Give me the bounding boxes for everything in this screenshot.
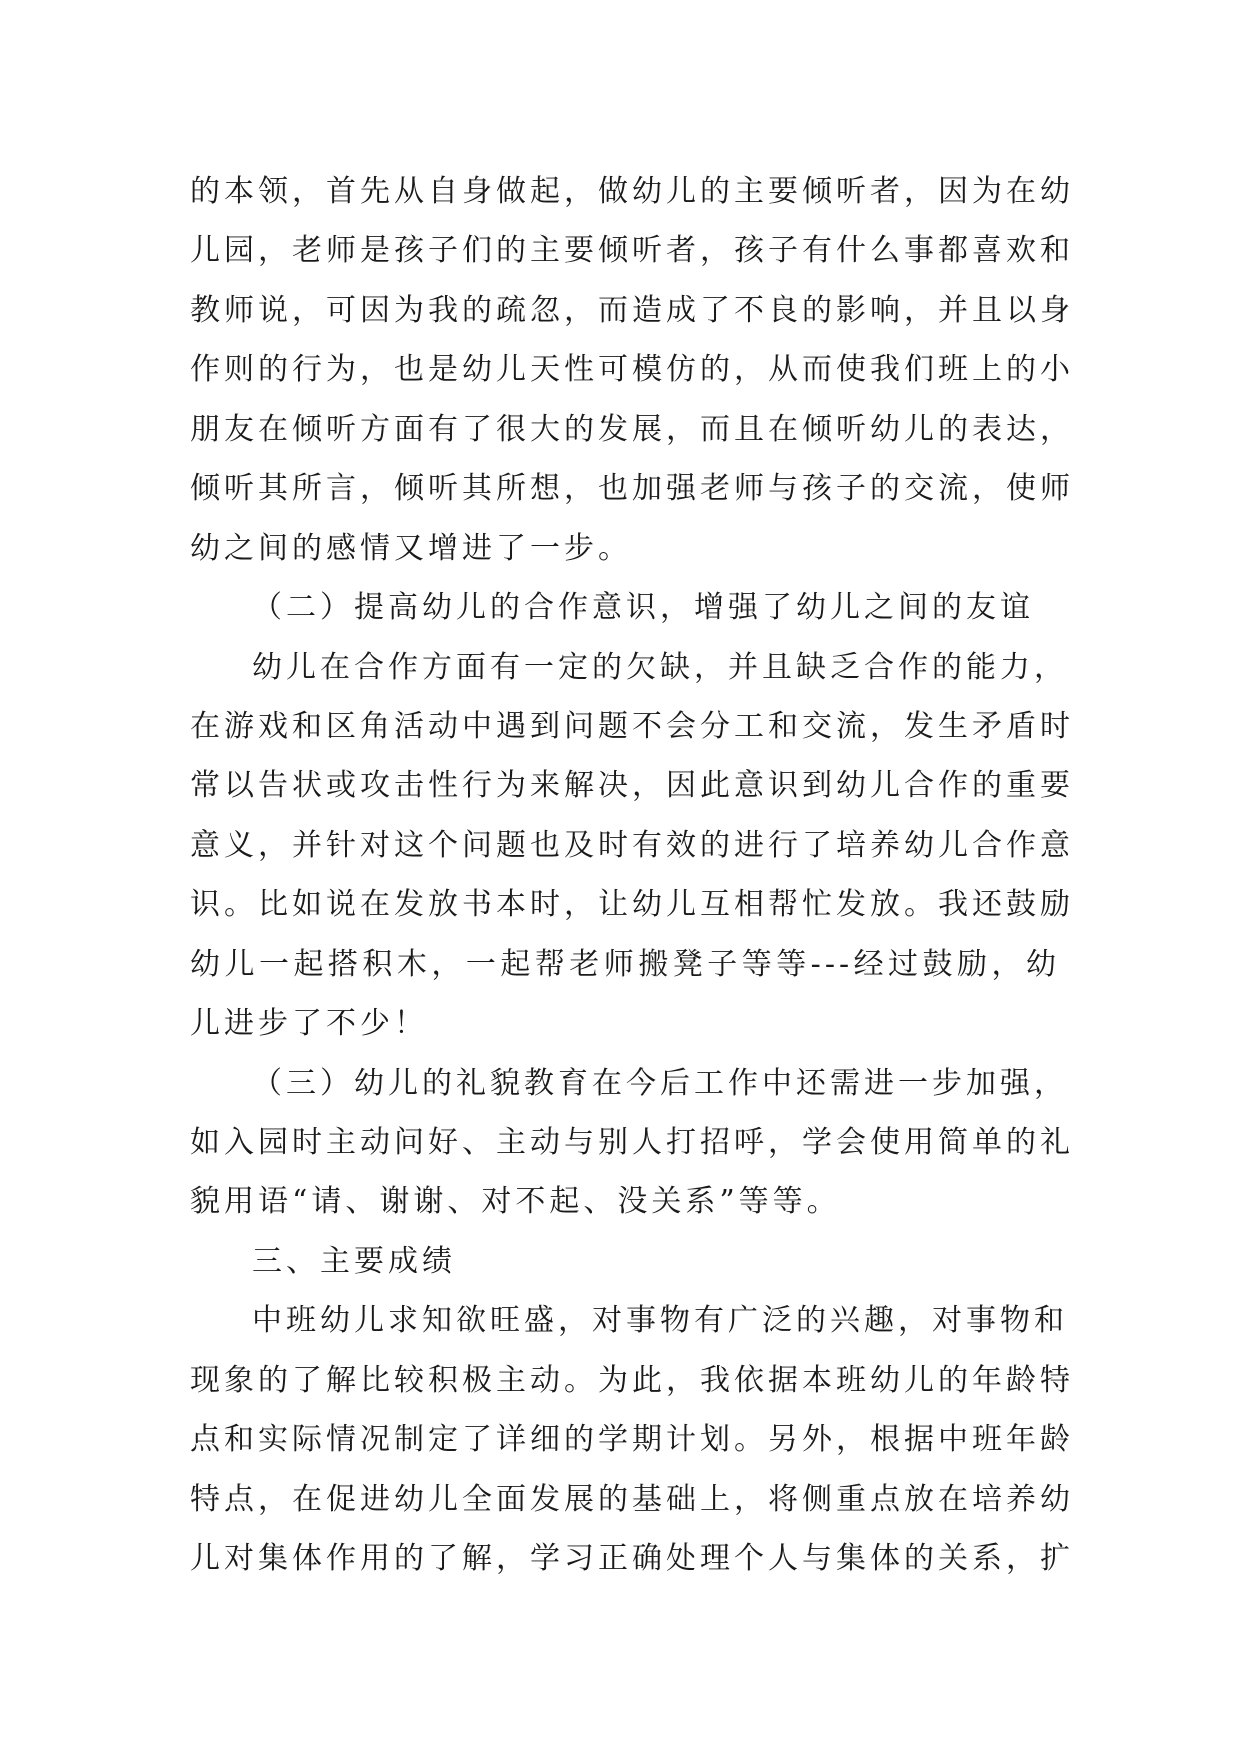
text-line: 中班幼儿求知欲旺盛，对事物有广泛的兴趣，对事物和 [252,1303,1068,1339]
text-line: 貌用语“请、谢谢、对不起、没关系”等等。 [190,1184,841,1220]
text-line: 教师说，可因为我的疏忽，而造成了不良的影响，并且以身 [190,292,1074,328]
text-line: 识。比如说在发放书本时，让幼儿互相帮忙发放。我还鼓励 [190,887,1074,923]
text-line: 幼之间的感情又增进了一步。 [190,530,632,566]
text-line: 朋友在倾听方面有了很大的发展，而且在倾听幼儿的表达， [190,411,1074,447]
text-line: 现象的了解比较积极主动。为此，我依据本班幼儿的年龄特 [190,1362,1074,1398]
text-line: （二）提高幼儿的合作意识，增强了幼儿之间的友谊 [252,590,1034,626]
text-line: 儿进步了不少！ [190,1006,428,1042]
text-line: （三）幼儿的礼貌教育在今后工作中还需进一步加强， [252,1065,1068,1101]
text-line: 常以告状或攻击性行为来解决，因此意识到幼儿合作的重要 [190,768,1074,804]
text-line: 三、主要成绩 [252,1243,456,1279]
document-body [190,162,1074,1589]
text-line: 的本领，首先从自身做起，做幼儿的主要倾听者，因为在幼 [190,174,1074,209]
text-line: 幼儿一起搭积木，一起帮老师搬凳子等等---经过鼓励，幼 [190,946,1060,982]
text-line: 儿园，老师是孩子们的主要倾听者，孩子有什么事都喜欢和 [190,233,1074,269]
text-line: 在游戏和区角活动中遇到问题不会分工和交流，发生矛盾时 [190,708,1074,744]
text-line: 倾听其所言，倾听其所想，也加强老师与孩子的交流，使师 [190,471,1074,507]
text-line: 儿对集体作用的了解，学习正确处理个人与集体的关系，扩 [190,1541,1074,1577]
text-line: 意义，并针对这个问题也及时有效的进行了培养幼儿合作意 [190,827,1074,863]
text-line: 作则的行为，也是幼儿天性可模仿的，从而使我们班上的小 [190,352,1074,388]
text-line: 点和实际情况制定了详细的学期计划。另外，根据中班年龄 [190,1422,1074,1458]
text-line: 特点，在促进幼儿全面发展的基础上，将侧重点放在培养幼 [190,1481,1074,1517]
text-line: 如入园时主动问好、主动与别人打招呼，学会使用简单的礼 [190,1125,1074,1160]
text-line: 幼儿在合作方面有一定的欠缺，并且缺乏合作的能力， [252,649,1068,685]
